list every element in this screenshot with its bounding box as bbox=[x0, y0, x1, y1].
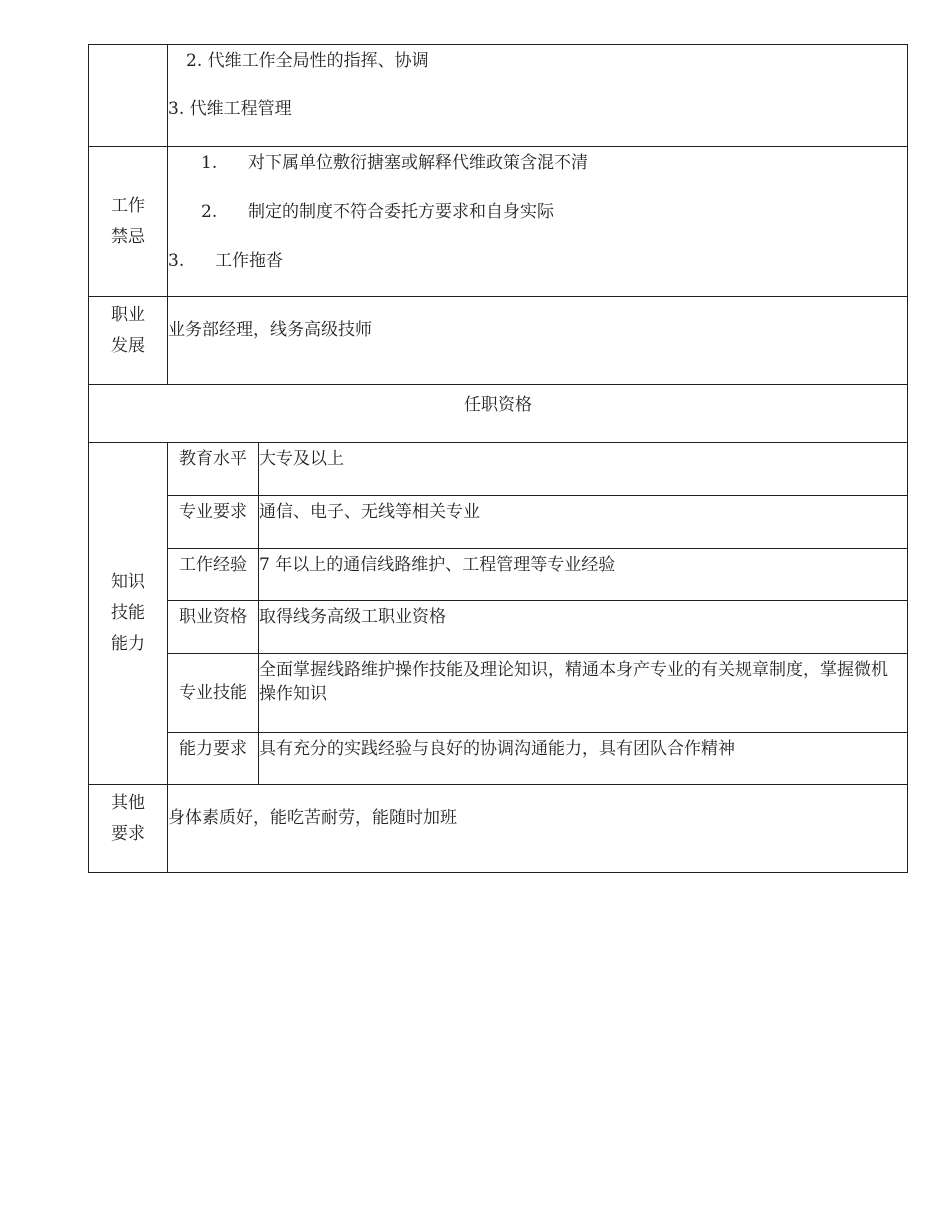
career-row bbox=[89, 297, 908, 385]
qual-label-skills: 专业技能 bbox=[168, 654, 259, 733]
taboos-content-cell bbox=[168, 147, 908, 297]
taboos-label: 工作 禁忌 bbox=[89, 147, 168, 297]
duties-label-cell bbox=[89, 45, 168, 147]
qual-value-experience: 7 年以上的通信线路维护、工程管理等专业经验 bbox=[259, 549, 908, 601]
career-content-cell bbox=[168, 297, 908, 385]
duties-continued-row bbox=[89, 45, 908, 147]
qual-row-major bbox=[89, 496, 908, 549]
taboo-item-3-num: 3. bbox=[168, 251, 185, 271]
qual-label-experience: 工作经验 bbox=[168, 549, 259, 601]
qual-label-major: 专业要求 bbox=[168, 496, 259, 549]
career-text: 业务部经理，线务高级技师 bbox=[168, 320, 372, 340]
taboo-item-3-text: 工作拖沓 bbox=[215, 251, 283, 271]
qual-value-education: 大专及以上 bbox=[259, 443, 908, 496]
qual-row-experience bbox=[89, 549, 908, 601]
other-content-cell bbox=[168, 785, 908, 873]
qual-row-ability bbox=[89, 733, 908, 785]
job-description-table bbox=[88, 44, 908, 873]
other-text: 身体素质好，能吃苦耐劳，能随时加班 bbox=[168, 808, 457, 828]
qual-value-skills: 全面掌握线路维护操作技能及理论知识，精通本身产专业的有关规章制度，掌握微机操作知识 bbox=[259, 654, 908, 733]
qual-value-ability: 具有充分的实践经验与良好的协调沟通能力，具有团队合作精神 bbox=[259, 733, 908, 785]
taboos-row bbox=[89, 147, 908, 297]
taboo-item-2-num: 2. bbox=[201, 202, 218, 222]
duties-content-cell bbox=[168, 45, 908, 147]
taboo-item-1-num: 1. bbox=[201, 153, 218, 173]
knowledge-skills-label: 知识 技能 能力 bbox=[89, 443, 168, 785]
qual-row-skills bbox=[89, 654, 908, 733]
qualifications-title: 任职资格 bbox=[89, 385, 908, 443]
other-row bbox=[89, 785, 908, 873]
taboo-item-1-text: 对下属单位敷衍搪塞或解释代维政策含混不清 bbox=[248, 153, 588, 173]
qual-value-certification: 取得线务高级工职业资格 bbox=[259, 601, 908, 654]
duty-item-2: 2. 代维工作全局性的指挥、协调 bbox=[186, 51, 429, 71]
qual-row-certification bbox=[89, 601, 908, 654]
qual-label-ability: 能力要求 bbox=[168, 733, 259, 785]
duty-item-3: 3. 代维工程管理 bbox=[168, 99, 292, 119]
qual-value-major: 通信、电子、无线等相关专业 bbox=[259, 496, 908, 549]
qualifications-title-row bbox=[89, 385, 908, 443]
career-label: 职业 发展 bbox=[89, 297, 168, 385]
taboo-item-2-text: 制定的制度不符合委托方要求和自身实际 bbox=[248, 202, 554, 222]
qual-label-education: 教育水平 bbox=[168, 443, 259, 496]
qual-row-education bbox=[89, 443, 908, 496]
other-label: 其他 要求 bbox=[89, 785, 168, 873]
qual-label-certification: 职业资格 bbox=[168, 601, 259, 654]
